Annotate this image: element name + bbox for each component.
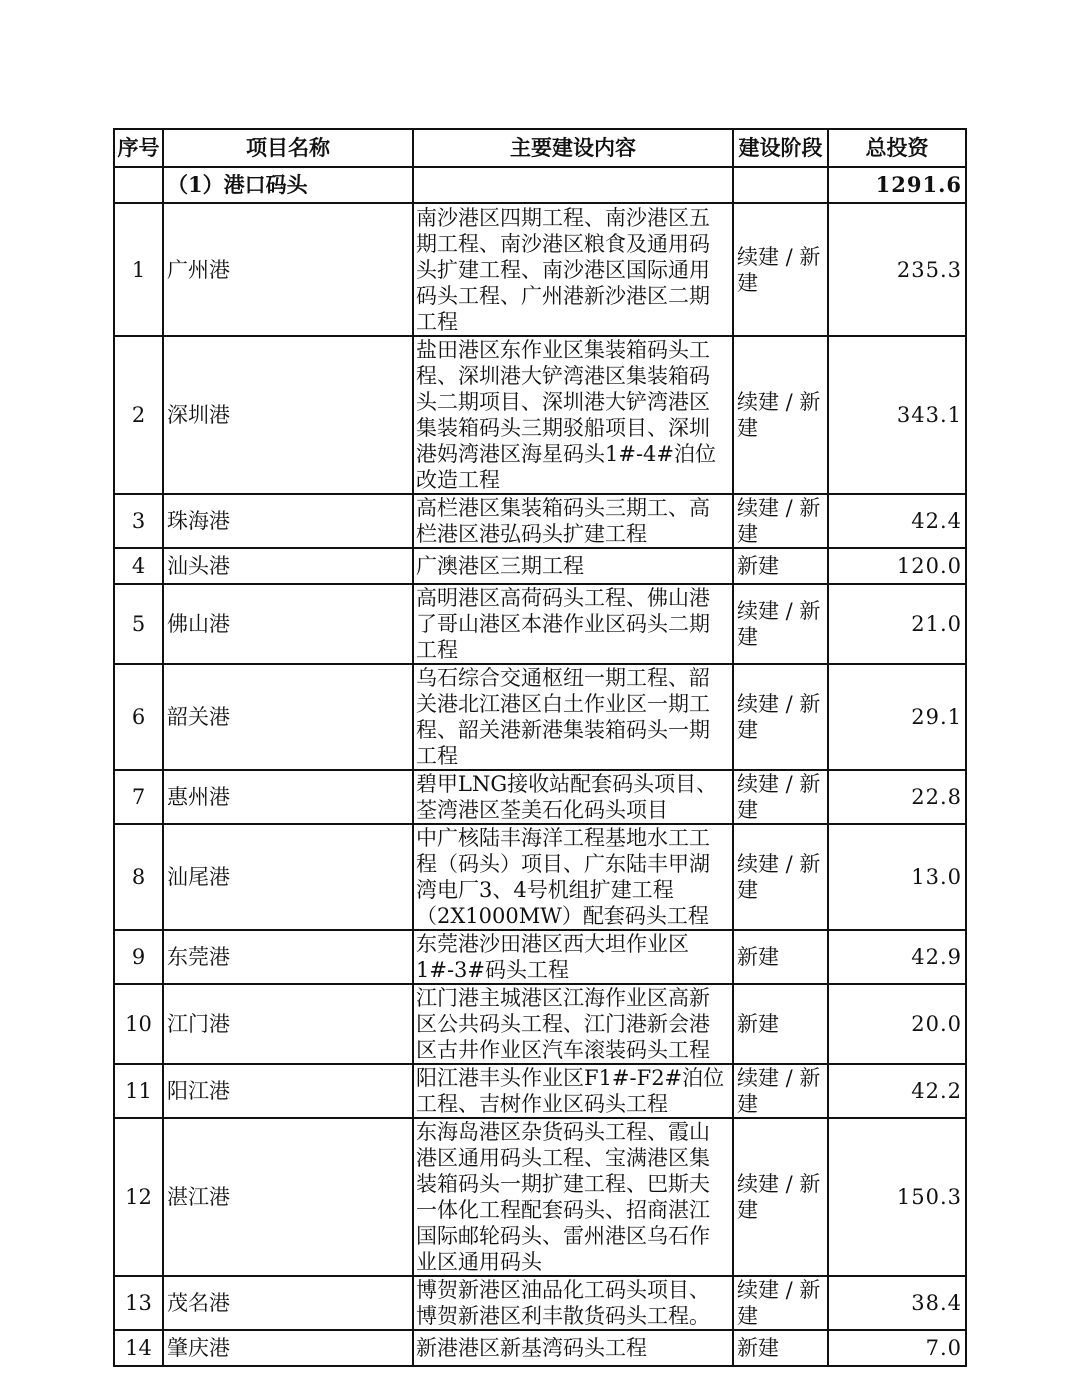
construction-content: 博贺新港区油品化工码头项目、博贺新港区利丰散货码头工程。 [413,1276,733,1330]
construction-content: 东海岛港区杂货码头工程、霞山港区通用码头工程、宝满港区集装箱码头一期扩建工程、巴斯夫一体化工程配套码头、招商湛江国际邮轮码头、雷州港区乌石作业区通用码头 [413,1118,733,1276]
row-number: 14 [114,1330,163,1366]
total-investment: 343.1 [828,336,966,494]
construction-content: 中广核陆丰海洋工程基地水工工程（码头）项目、广东陆丰甲湖湾电厂3、4号机组扩建工程（2X1000MW）配套码头工程 [413,824,733,930]
total-investment: 42.9 [828,930,966,984]
port-name: 湛江港 [163,1118,413,1276]
table-row [114,336,966,494]
construction-content: 乌石综合交通枢纽一期工程、韶关港北江港区白土作业区一期工程、韶关港新港集装箱码头一期工程 [413,664,733,770]
construction-stage: 续建 / 新建 [733,1118,828,1276]
construction-content: 南沙港区四期工程、南沙港区五期工程、南沙港区粮食及通用码头扩建工程、南沙港区国际通用码头工程、广州港新沙港区二期工程 [413,203,733,336]
header-stage: 建设阶段 [733,129,828,167]
port-name: 惠州港 [163,770,413,824]
total-investment: 120.0 [828,548,966,584]
table-row [114,930,966,984]
section-name: （1）港口码头 [163,167,413,203]
row-number: 5 [114,584,163,664]
table-row [114,824,966,930]
construction-stage: 续建 / 新建 [733,336,828,494]
row-number: 8 [114,824,163,930]
construction-stage: 新建 [733,1330,828,1366]
section-total: 1291.6 [828,167,966,203]
table-row [114,494,966,548]
row-number: 13 [114,1276,163,1330]
header-investment: 总投资 [828,129,966,167]
port-name: 广州港 [163,203,413,336]
table-row [114,1330,966,1366]
port-name: 茂名港 [163,1276,413,1330]
row-number: 1 [114,203,163,336]
table-row [114,984,966,1064]
total-investment: 20.0 [828,984,966,1064]
row-number: 7 [114,770,163,824]
header-no: 序号 [114,129,163,167]
construction-stage: 续建 / 新建 [733,1064,828,1118]
table-row [114,770,966,824]
section-row [114,167,966,203]
construction-stage: 续建 / 新建 [733,584,828,664]
construction-content: 高栏港区集装箱码头三期工、高栏港区港弘码头扩建工程 [413,494,733,548]
row-number: 4 [114,548,163,584]
construction-content: 盐田港区东作业区集装箱码头工程、深圳港大铲湾港区集装箱码头二期项目、深圳港大铲湾港区集装箱码头三期驳船项目、深圳港妈湾港区海星码头1#-4#泊位改造工程 [413,336,733,494]
construction-content: 东莞港沙田港区西大坦作业区1#-3#码头工程 [413,930,733,984]
table-row [114,1276,966,1330]
port-name: 深圳港 [163,336,413,494]
construction-stage: 续建 / 新建 [733,770,828,824]
total-investment: 150.3 [828,1118,966,1276]
port-name: 佛山港 [163,584,413,664]
total-investment: 22.8 [828,770,966,824]
construction-stage: 续建 / 新建 [733,1276,828,1330]
total-investment: 13.0 [828,824,966,930]
port-name: 汕尾港 [163,824,413,930]
table-row [114,1118,966,1276]
construction-stage: 续建 / 新建 [733,203,828,336]
header-content: 主要建设内容 [413,129,733,167]
port-name: 韶关港 [163,664,413,770]
header-row [114,129,966,167]
table-row [114,548,966,584]
table-row [114,584,966,664]
table-row [114,203,966,336]
row-number: 2 [114,336,163,494]
table-row [114,664,966,770]
total-investment: 42.4 [828,494,966,548]
construction-content: 新港港区新基湾码头工程 [413,1330,733,1366]
total-investment: 21.0 [828,584,966,664]
port-name: 汕头港 [163,548,413,584]
construction-stage: 续建 / 新建 [733,494,828,548]
construction-stage: 新建 [733,984,828,1064]
construction-content: 广澳港区三期工程 [413,548,733,584]
total-investment: 235.3 [828,203,966,336]
project-table [113,128,967,1367]
row-number: 9 [114,930,163,984]
port-name: 肇庆港 [163,1330,413,1366]
construction-stage: 新建 [733,930,828,984]
header-name: 项目名称 [163,129,413,167]
port-name: 江门港 [163,984,413,1064]
total-investment: 7.0 [828,1330,966,1366]
construction-content: 碧甲LNG接收站配套码头项目、荃湾港区荃美石化码头项目 [413,770,733,824]
construction-stage: 新建 [733,548,828,584]
total-investment: 42.2 [828,1064,966,1118]
table-row [114,1064,966,1118]
row-number: 10 [114,984,163,1064]
row-number: 11 [114,1064,163,1118]
construction-content: 高明港区高荷码头工程、佛山港了哥山港区本港作业区码头二期工程 [413,584,733,664]
construction-content: 江门港主城港区江海作业区高新区公共码头工程、江门港新会港区古井作业区汽车滚装码头工程 [413,984,733,1064]
row-number: 12 [114,1118,163,1276]
row-number: 3 [114,494,163,548]
port-name: 珠海港 [163,494,413,548]
total-investment: 29.1 [828,664,966,770]
port-name: 阳江港 [163,1064,413,1118]
port-name: 东莞港 [163,930,413,984]
construction-stage: 续建 / 新建 [733,664,828,770]
construction-content: 阳江港丰头作业区F1#-F2#泊位工程、吉树作业区码头工程 [413,1064,733,1118]
construction-stage: 续建 / 新建 [733,824,828,930]
total-investment: 38.4 [828,1276,966,1330]
row-number: 6 [114,664,163,770]
